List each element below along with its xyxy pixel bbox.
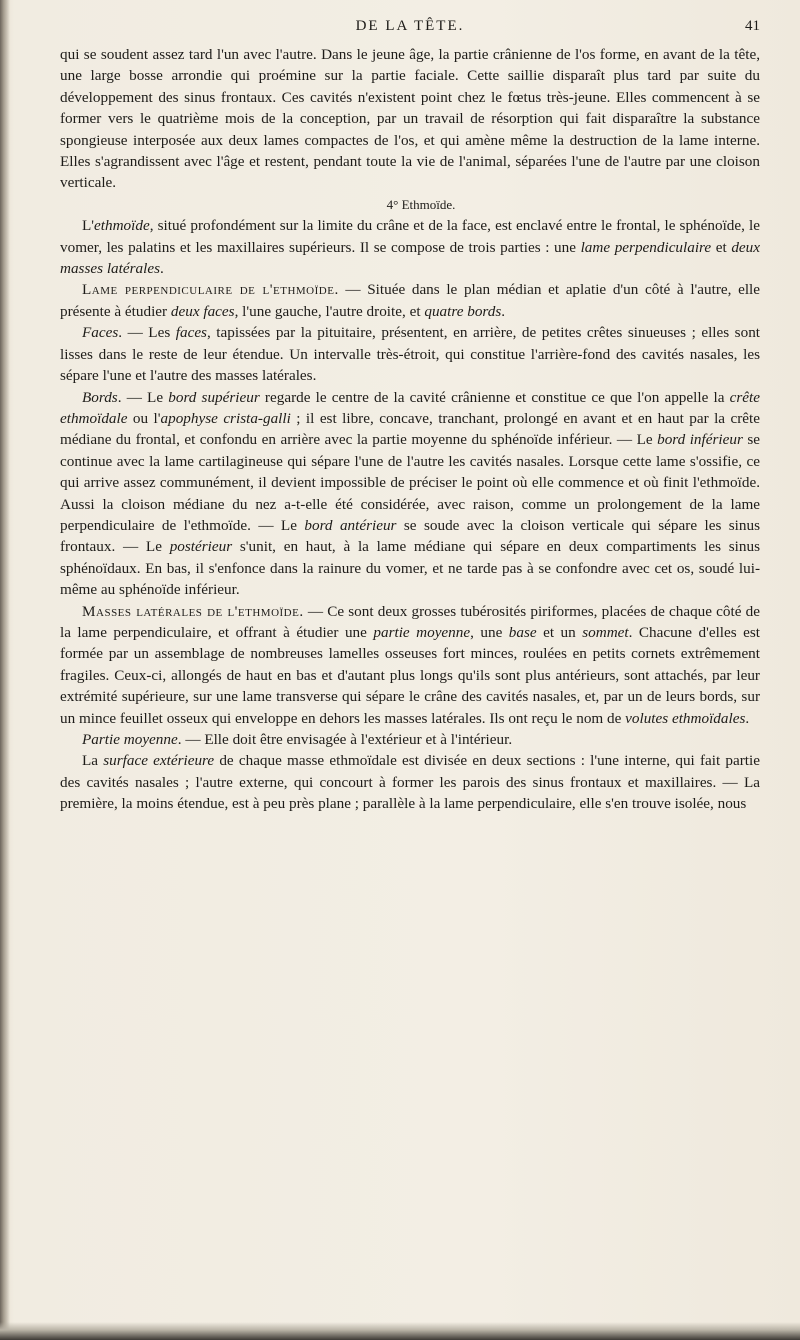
italic-term: bord supérieur (168, 388, 260, 406)
italic-term: deux faces (170, 302, 235, 320)
text-span: , tapissées par la pituitaire, présentent, en arrière, de petites crêtes sinueuses ; elles sont lisses dans le reste de leur étendue. Un intervalle très-étroit, qui constitue l'arrière-fond des cavités nasales, les sépare l'une et l'autre des masses latérales. (60, 324, 761, 385)
small-caps-heading: Lame perpendiculaire de l'ethmoïde. (82, 281, 339, 299)
page-body (60, 44, 760, 815)
italic-term: partie moyenne (373, 623, 471, 641)
italic-term: Faces (82, 324, 119, 342)
binding-shadow (0, 0, 10, 1340)
text-span: . (501, 302, 506, 320)
text-span: . (159, 260, 164, 278)
italic-term: postérieur (169, 538, 233, 556)
text-span: . Chacune d'elles est formée par un assemblage de nombreuses lamelles osseuses fort minces, roulées en petits cornets extrêmement fragiles. Ceux-ci, allongés de haut en bas et d'autant plus longs qu'ils sont plus antérieurs, sont attachés, par leur extrémité supérieure, sur une lame transverse qui sépare le crâne des cavités nasales, et, par un de leurs bords, sur un mince feuillet osseux qui enveloppe en dehors les masses latérales. Ils ont reçu le nom de (60, 623, 761, 727)
text-span: . (745, 709, 750, 727)
page-bottom-edge (0, 1322, 800, 1340)
running-title: DE LA TÊTE. (355, 18, 465, 34)
small-caps-heading: Masses latérales de l'ethmoïde. (82, 602, 304, 620)
text-span: regarde le centre de la cavité crânienne et constitue ce que l'on appelle la (259, 388, 730, 406)
italic-term: bord antérieur (304, 516, 397, 534)
text-span: se soude avec la cloison verticale qui sépare les sinus frontaux. — Le (60, 516, 761, 556)
paragraph-bords (60, 387, 760, 601)
paragraph-partie-moyenne (60, 729, 760, 750)
paragraph-surface-exterieure (60, 750, 760, 814)
text-span: , situé profondément sur la limite du crâne et de la face, est enclavé entre le frontal, le sphénoïde, le vomer, les palatins et les maxillaires supérieurs. Il se compose de trois parties : une (60, 217, 760, 256)
paragraph-frontal-continuation (60, 44, 760, 194)
page-header (60, 18, 760, 42)
paragraph-masses-laterales (60, 601, 760, 729)
text-span: qui se soudent assez tard l'un avec l'autre. Dans le jeune âge, la partie crânienne de l'os forme, en avant de la tête, une large bosse arrondie qui proémine sur la partie faciale. Cette saillie disparaît plus tard par suite du développement des sinus frontaux. Ces cavités n'existent point chez le fœtus très-jeune. Elles commencent à se former vers le quatrième mois de la conception, par un travail de résorption qui fait disparaître la substance spongieuse interposée aux deux lames compactes de l'os, et qui amène même la destruction de la lame interne. Elles s'agrandissent avec l'âge et restent, pendant toute la vie de l'animal, séparées l'une de l'autre par une cloison verticale. (60, 46, 760, 192)
italic-term: apophyse crista-galli (160, 409, 291, 427)
text-span: ou l' (127, 409, 161, 427)
text-span: ; il est libre, concave, tranchant, prolongé en avant et en haut par la crête médiane du frontal, et confondu en arrière avec la partie moyenne du sphénoïde inférieur. — Le (60, 409, 760, 449)
italic-term: base (508, 623, 537, 641)
text-span: se continue avec la lame cartilagineuse qui sépare l'une de l'autre les cavités nasales. Lorsque cette lame s'ossifie, ce qui arrive assez communément, il devient impossible de préciser le point où elle commence et où finit l'ethmoïde. Aussi la cloison médiane du nez a-t-elle été considérée, avec raison, comme un prolongement de la lame perpendiculaire de l'ethmoïde. — Le (60, 431, 761, 534)
italic-term: crête ethmoïdale (60, 388, 760, 427)
paragraph-lame-perpendiculaire (60, 279, 760, 322)
text-span: . — Elle doit être envisagée à l'extérieur et à l'intérieur. (177, 731, 513, 748)
italic-term: ethmoïde (94, 217, 150, 235)
text-span: La (82, 752, 104, 770)
text-span: . — Les (118, 324, 176, 342)
italic-term: lame perpendiculaire (580, 238, 712, 256)
page-number: 41 (745, 18, 760, 34)
italic-term: sommet (582, 623, 629, 641)
text-span: de chaque masse ethmoïdale est divisée en deux sections : l'une interne, qui fait partie des cavités nasales ; l'autre externe, qui concourt à former les parois des sinus frontaux et maxillaires. — La première, la moins étendue, est à peu près plane ; parallèle à la lame perpendiculaire, elle s'en trouve isolée, nous (60, 752, 760, 813)
italic-term: bord inférieur (657, 431, 743, 449)
italic-term: deux masses latérales (60, 238, 760, 278)
text-span: L' (82, 217, 95, 235)
text-span: — Ce sont deux grosses tubérosités piriformes, placées de chaque côté de la lame perpendiculaire, et offrant à étudier une (60, 602, 761, 641)
text-span: et un (536, 623, 583, 641)
text-span: et (711, 238, 732, 256)
paragraph-faces (60, 322, 760, 386)
text-span: . — Le (117, 388, 169, 406)
italic-term: volutes ethmoïdales (625, 709, 746, 727)
italic-term: Partie moyenne (82, 731, 178, 748)
paragraph-ethmoide-intro (60, 215, 760, 279)
text-span: , une (470, 623, 509, 641)
italic-term: faces (175, 324, 207, 342)
italic-term: surface extérieure (103, 752, 215, 770)
text-span: , l'une gauche, l'autre droite, et (234, 302, 425, 320)
text-span: — Située dans le plan médian et aplatie d'un côté à l'autre, elle présente à étudier (60, 281, 760, 320)
section-heading-ethmoide: 4° Ethmoïde. (386, 196, 456, 212)
italic-term: Bords (82, 388, 118, 406)
text-span: s'unit, en haut, à la lame médiane qui sépare en deux compartiments les sinus sphénoïdaux. En bas, il s'enfonce dans la rainure du vomer, et ne tarde pas à se confondre avec cet os, soudé lui-même au sphénoïde inférieur. (60, 538, 761, 599)
italic-term: quatre bords (424, 302, 502, 320)
